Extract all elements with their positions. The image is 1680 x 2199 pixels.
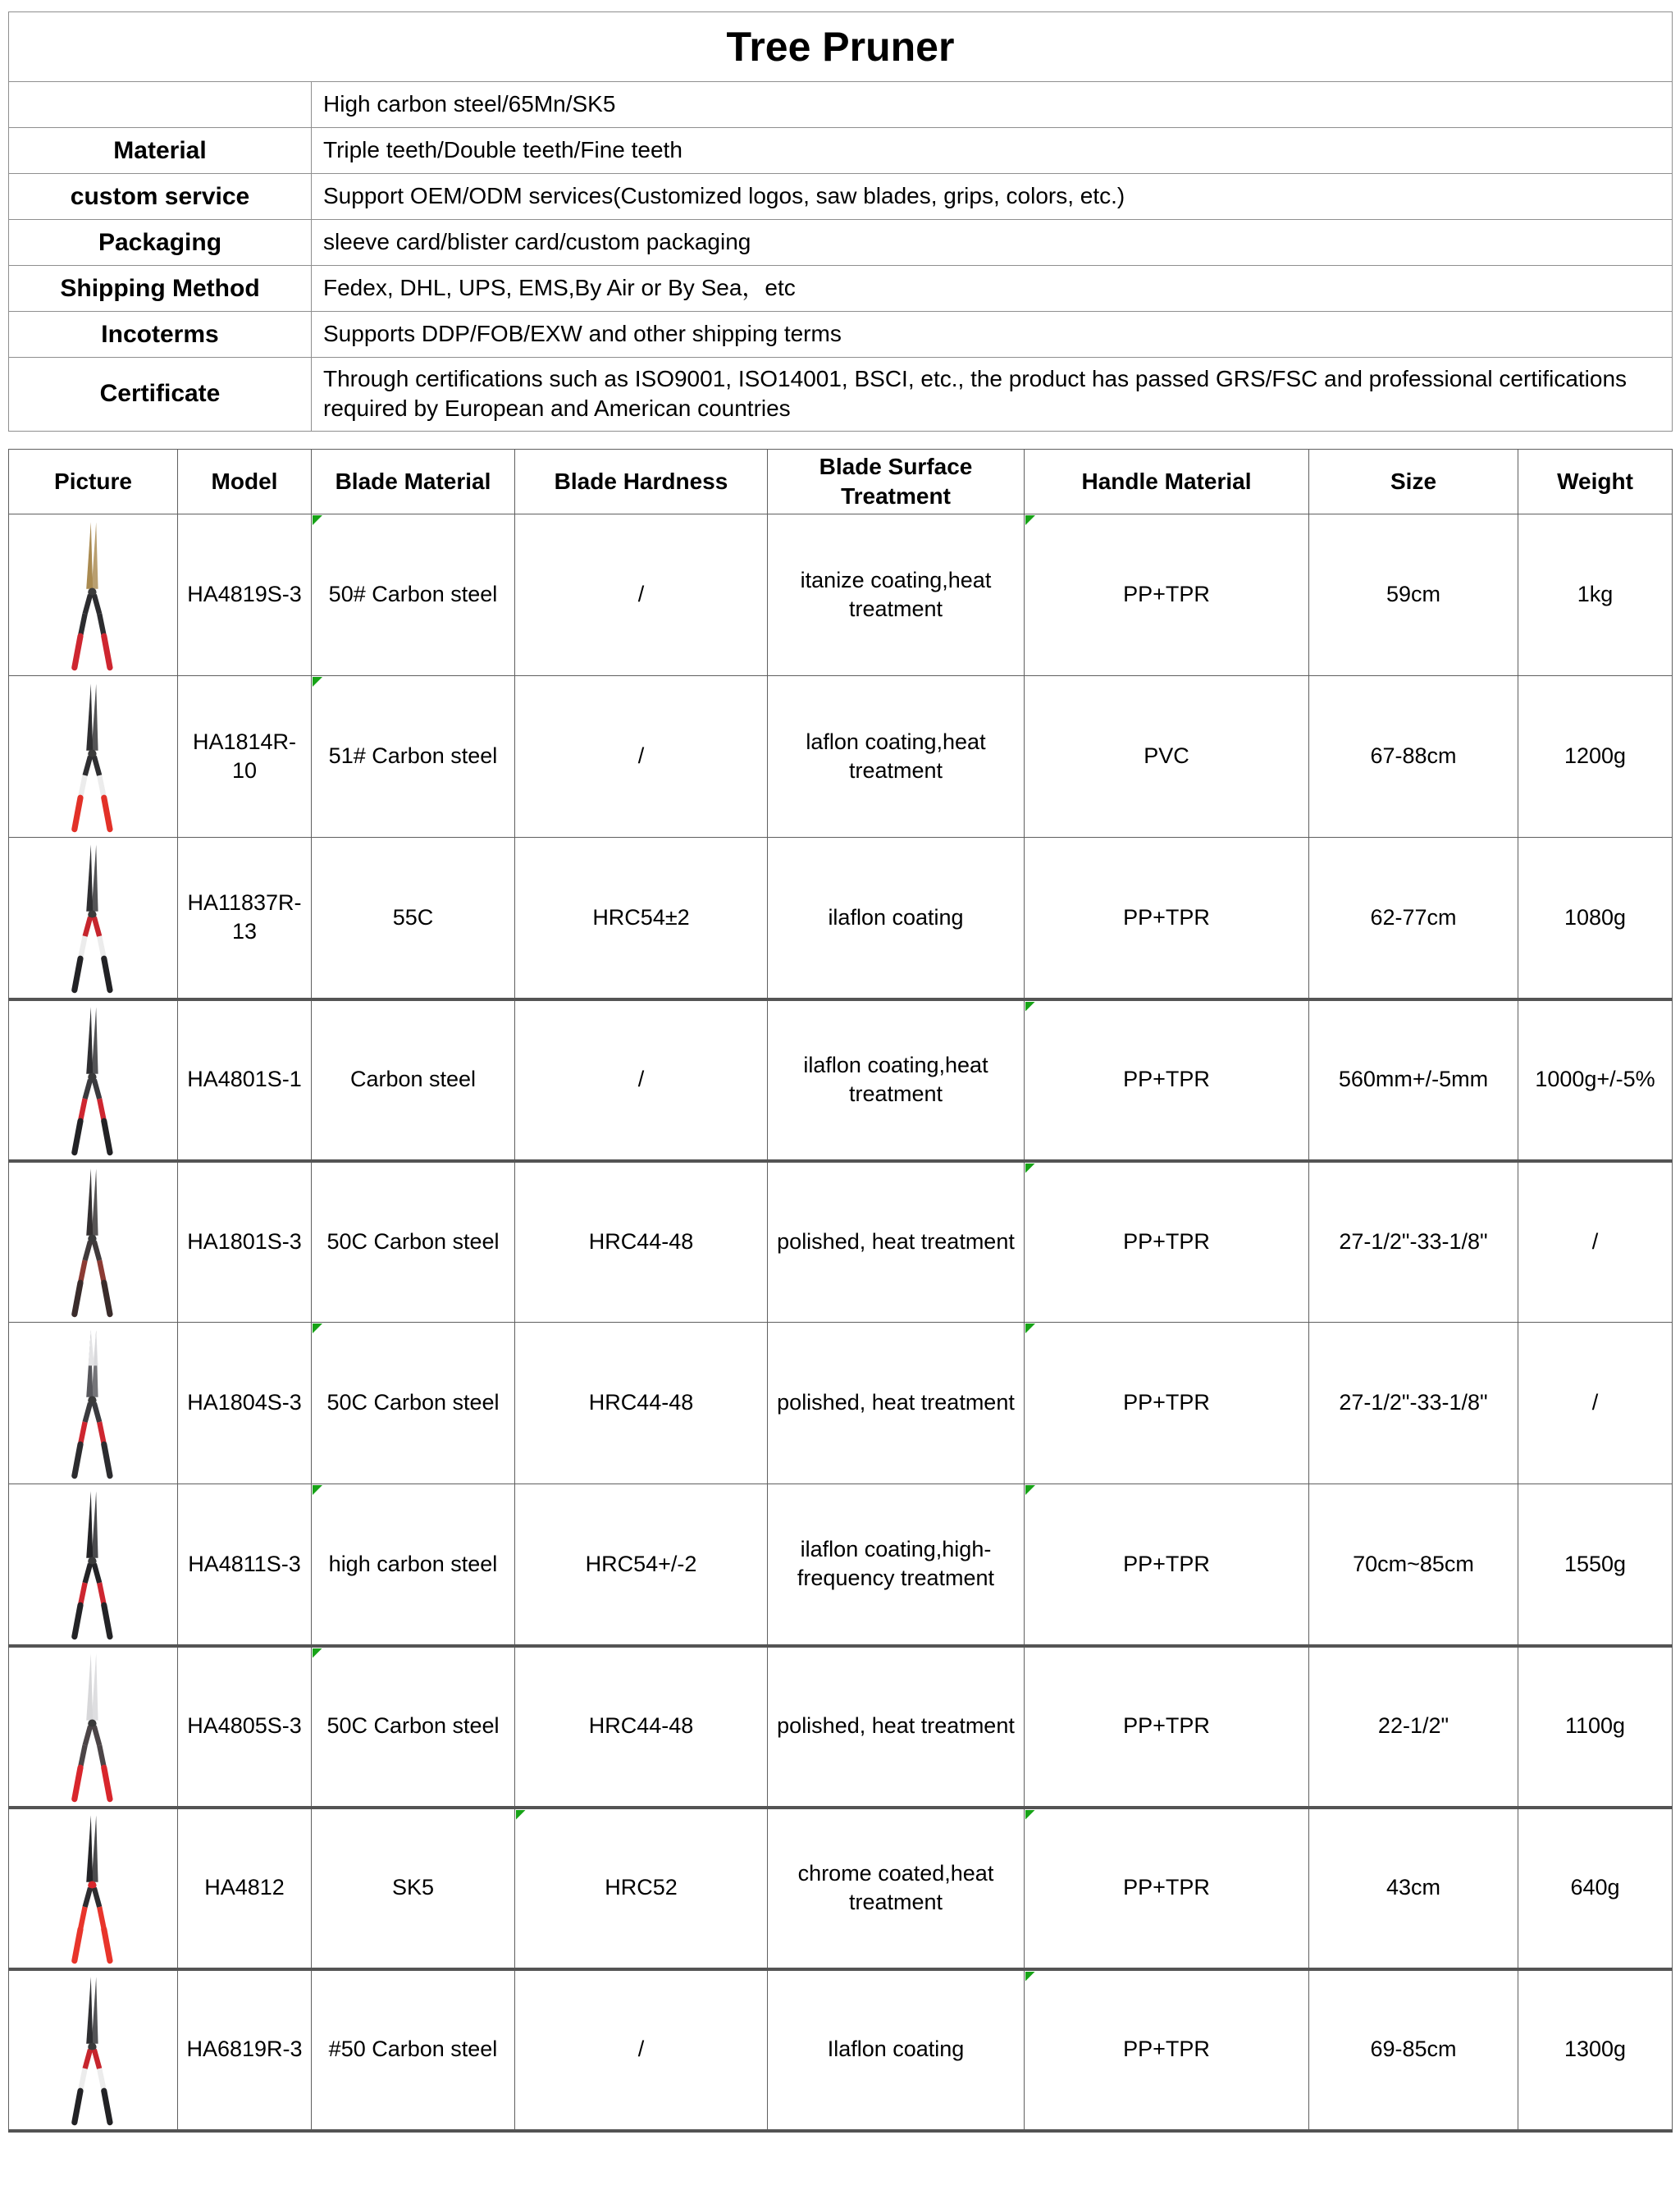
- cell-handle-material: PP+TPR: [1025, 1808, 1309, 1969]
- cell-model: HA1801S-3: [178, 1161, 312, 1323]
- cell-surface-treatment: chrome coated,heat treatment: [768, 1808, 1025, 1969]
- product-row-ha4819s-3: [9, 514, 1673, 676]
- product-row-ha4811s-3: [9, 1484, 1673, 1646]
- info-row-value: Fedex, DHL, UPS, EMS,By Air or By Sea，etc: [312, 266, 1673, 312]
- info-row: [9, 220, 1673, 266]
- cell-size: 27-1/2"-33-1/8": [1309, 1323, 1518, 1484]
- cell-surface-treatment: polished, heat treatment: [768, 1646, 1025, 1808]
- product-row-ha4801s-1: [9, 999, 1673, 1161]
- cell-blade-material: 50C Carbon steel: [312, 1161, 515, 1323]
- cell-blade-hardness: /: [515, 999, 768, 1161]
- info-row-label: [9, 82, 312, 128]
- cell-model: HA4805S-3: [178, 1646, 312, 1808]
- cell-surface-treatment: ilaflon coating,high-frequency treatment: [768, 1484, 1025, 1646]
- cell-size: 43cm: [1309, 1808, 1518, 1969]
- info-row-value: High carbon steel/65Mn/SK5: [312, 82, 1673, 128]
- cell-size: 69-85cm: [1309, 1969, 1518, 2131]
- info-row-label: Incoterms: [9, 312, 312, 358]
- cell-surface-treatment: polished, heat treatment: [768, 1161, 1025, 1323]
- cell-blade-hardness: HRC44-48: [515, 1323, 768, 1484]
- info-row-label: custom service: [9, 174, 312, 220]
- info-row: [9, 128, 1673, 174]
- product-picture: [9, 1484, 178, 1646]
- cell-surface-treatment: itanize coating,heat treatment: [768, 514, 1025, 676]
- cell-weight: 1200g: [1518, 676, 1673, 838]
- cell-surface-treatment: Ilaflon coating: [768, 1969, 1025, 2131]
- hedge-shears-image: [54, 519, 133, 673]
- product-row-ha1801s-3: [9, 1161, 1673, 1323]
- cell-handle-material: PP+TPR: [1025, 999, 1309, 1161]
- column-header-weight: Weight: [1518, 450, 1673, 514]
- info-row-value: Supports DDP/FOB/EXW and other shipping terms: [312, 312, 1673, 358]
- product-picture: [9, 1161, 178, 1323]
- cell-model: HA4801S-1: [178, 999, 312, 1161]
- cell-blade-material: 50C Carbon steel: [312, 1323, 515, 1484]
- page-title: Tree Pruner: [9, 12, 1673, 82]
- product-picture: [9, 1646, 178, 1808]
- info-row-label: Shipping Method: [9, 266, 312, 312]
- cell-blade-material: 51# Carbon steel: [312, 676, 515, 838]
- cell-size: 67-88cm: [1309, 676, 1518, 838]
- info-row-value: Through certifications such as ISO9001, ISO14001, BSCI, etc., the product has passed GRS/FSC and professional certifications required by European and American countries: [312, 358, 1673, 432]
- column-header-picture: Picture: [9, 450, 178, 514]
- column-header-blade-material: Blade Material: [312, 450, 515, 514]
- column-header-handle-material: Handle Material: [1025, 450, 1309, 514]
- cell-blade-material: Carbon steel: [312, 999, 515, 1161]
- cell-surface-treatment: ilaflon coating: [768, 838, 1025, 999]
- cell-model: HA4811S-3: [178, 1484, 312, 1646]
- product-row-ha4805s-3: [9, 1646, 1673, 1808]
- cell-handle-material: PP+TPR: [1025, 1484, 1309, 1646]
- cell-blade-hardness: /: [515, 676, 768, 838]
- cell-weight: 640g: [1518, 1808, 1673, 1969]
- info-row: [9, 266, 1673, 312]
- info-row-label: Material: [9, 128, 312, 174]
- cell-weight: 1550g: [1518, 1484, 1673, 1646]
- hedge-shears-image: [54, 681, 133, 834]
- info-row: [9, 82, 1673, 128]
- hedge-shears-image: [54, 1651, 133, 1804]
- product-table: [8, 449, 1673, 2133]
- cell-handle-material: PP+TPR: [1025, 1646, 1309, 1808]
- cell-blade-hardness: HRC44-48: [515, 1161, 768, 1323]
- cell-model: HA4819S-3: [178, 514, 312, 676]
- cell-model: HA1814R-10: [178, 676, 312, 838]
- cell-surface-treatment: polished, heat treatment: [768, 1323, 1025, 1484]
- hedge-shears-image: [54, 1004, 133, 1158]
- product-row-ha4812: [9, 1808, 1673, 1969]
- cell-blade-hardness: /: [515, 1969, 768, 2131]
- cell-blade-hardness: HRC52: [515, 1808, 768, 1969]
- cell-handle-material: PP+TPR: [1025, 1161, 1309, 1323]
- column-header-blade-hardness: Blade Hardness: [515, 450, 768, 514]
- cell-size: 59cm: [1309, 514, 1518, 676]
- cell-weight: 1300g: [1518, 1969, 1673, 2131]
- cell-size: 70cm~85cm: [1309, 1484, 1518, 1646]
- cell-size: 560mm+/-5mm: [1309, 999, 1518, 1161]
- cell-model: HA6819R-3: [178, 1969, 312, 2131]
- cell-blade-hardness: HRC54+/-2: [515, 1484, 768, 1646]
- cell-weight: /: [1518, 1161, 1673, 1323]
- hedge-shears-image: [54, 842, 133, 995]
- cell-handle-material: PP+TPR: [1025, 514, 1309, 676]
- cell-blade-hardness: HRC54±2: [515, 838, 768, 999]
- product-row-ha11837r-13: [9, 838, 1673, 999]
- hedge-shears-image: [54, 1974, 133, 2128]
- cell-weight: /: [1518, 1323, 1673, 1484]
- product-row-ha1814r-10: [9, 676, 1673, 838]
- cell-blade-material: 55C: [312, 838, 515, 999]
- info-row-value: sleeve card/blister card/custom packaging: [312, 220, 1673, 266]
- info-row-label: Certificate: [9, 358, 312, 432]
- cell-blade-material: high carbon steel: [312, 1484, 515, 1646]
- cell-blade-hardness: /: [515, 514, 768, 676]
- info-table: [8, 11, 1673, 432]
- info-row: [9, 174, 1673, 220]
- product-picture: [9, 514, 178, 676]
- cell-size: 27-1/2"-33-1/8": [1309, 1161, 1518, 1323]
- cell-handle-material: PVC: [1025, 676, 1309, 838]
- cell-blade-material: 50C Carbon steel: [312, 1646, 515, 1808]
- cell-handle-material: PP+TPR: [1025, 1323, 1309, 1484]
- info-row-label: Packaging: [9, 220, 312, 266]
- pruning-shears-image: [54, 1813, 133, 1966]
- product-picture: [9, 676, 178, 838]
- column-header-model: Model: [178, 450, 312, 514]
- cell-weight: 1080g: [1518, 838, 1673, 999]
- hedge-shears-image: [54, 1488, 133, 1642]
- info-row: [9, 358, 1673, 432]
- column-header-size: Size: [1309, 450, 1518, 514]
- info-row: [9, 312, 1673, 358]
- cell-weight: 1kg: [1518, 514, 1673, 676]
- cell-weight: 1100g: [1518, 1646, 1673, 1808]
- cell-size: 22-1/2": [1309, 1646, 1518, 1808]
- cell-handle-material: PP+TPR: [1025, 1969, 1309, 2131]
- cell-blade-material: SK5: [312, 1808, 515, 1969]
- hedge-shears-image: [54, 1166, 133, 1319]
- hedge-shears-image: [54, 1328, 133, 1481]
- cell-blade-hardness: HRC44-48: [515, 1646, 768, 1808]
- cell-surface-treatment: ilaflon coating,heat treatment: [768, 999, 1025, 1161]
- cell-weight: 1000g+/-5%: [1518, 999, 1673, 1161]
- cell-model: HA11837R-13: [178, 838, 312, 999]
- product-row-ha6819r-3: [9, 1969, 1673, 2131]
- product-row-ha1804s-3: [9, 1323, 1673, 1484]
- cell-handle-material: PP+TPR: [1025, 838, 1309, 999]
- column-header-blade-surface-treatment: Blade Surface Treatment: [768, 450, 1025, 514]
- info-row-value: Support OEM/ODM services(Customized logos, saw blades, grips, colors, etc.): [312, 174, 1673, 220]
- cell-blade-material: #50 Carbon steel: [312, 1969, 515, 2131]
- product-header-row: [9, 450, 1673, 514]
- product-picture: [9, 1808, 178, 1969]
- product-picture: [9, 838, 178, 999]
- product-picture: [9, 999, 178, 1161]
- cell-size: 62-77cm: [1309, 838, 1518, 999]
- cell-blade-material: 50# Carbon steel: [312, 514, 515, 676]
- info-row-value: Triple teeth/Double teeth/Fine teeth: [312, 128, 1673, 174]
- cell-surface-treatment: laflon coating,heat treatment: [768, 676, 1025, 838]
- product-picture: [9, 1323, 178, 1484]
- title-row: [9, 12, 1673, 82]
- product-picture: [9, 1969, 178, 2131]
- cell-model: HA1804S-3: [178, 1323, 312, 1484]
- cell-model: HA4812: [178, 1808, 312, 1969]
